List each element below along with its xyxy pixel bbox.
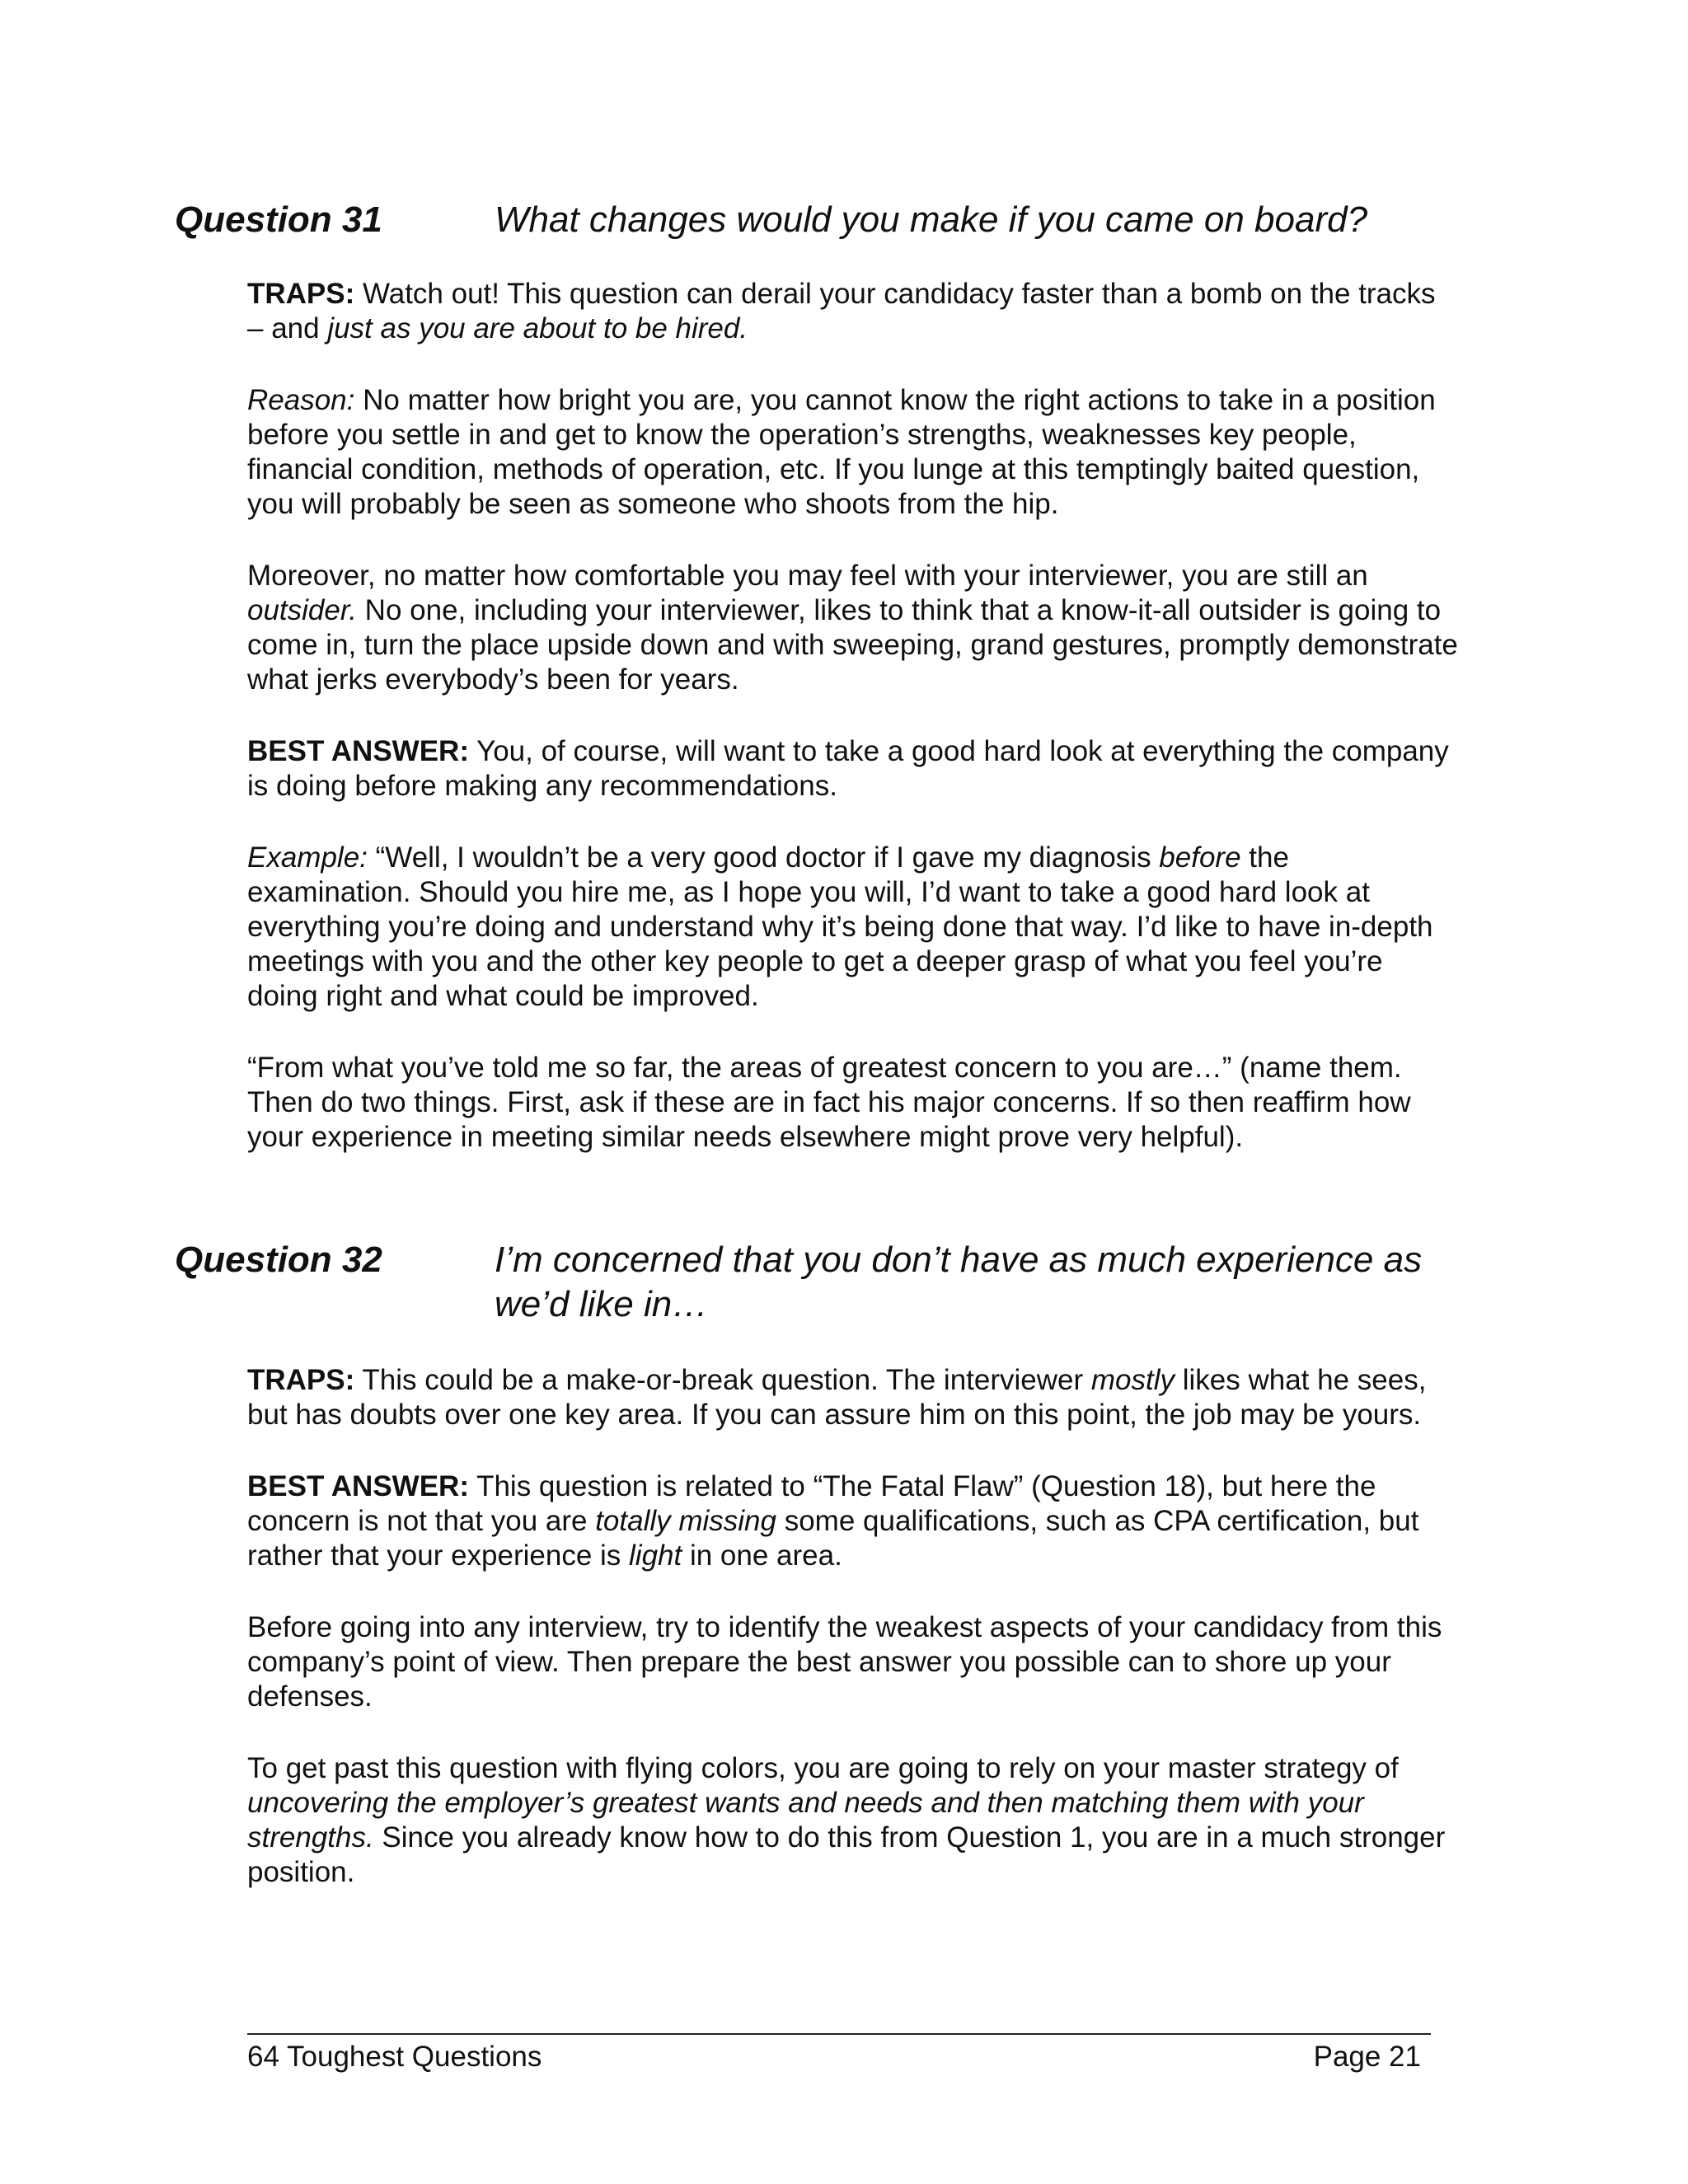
q31-reason-paragraph bbox=[247, 383, 1459, 522]
q31-from-what-paragraph bbox=[247, 1051, 1459, 1155]
q31-traps-italic: just as you are about to be hired. bbox=[327, 312, 748, 344]
q32-to-get-past-text-2: Since you already know how to do this from Question 1, you are in a much stronger position. bbox=[247, 1821, 1446, 1888]
q31-moreover-text-2: No one, including your interviewer, likes to think that a know-it-all outsider is going to come in, turn the place upside down and with sweeping, grand gestures, promptly demonstrate what jerks everybody’s been for years. bbox=[247, 594, 1458, 696]
question-31-title: What changes would you make if you came on board? bbox=[495, 199, 1368, 240]
q32-traps-italic: mostly bbox=[1090, 1364, 1175, 1396]
q31-moreover-text-1: Moreover, no matter how comfortable you may feel with your interviewer, you are still an bbox=[247, 560, 1368, 592]
q32-best-answer-paragraph bbox=[247, 1469, 1459, 1573]
q32-traps-text-1: This could be a make-or-break question. The interviewer bbox=[354, 1364, 1091, 1396]
q32-best-answer-italic-2: light bbox=[629, 1540, 682, 1572]
q31-best-answer-label: BEST ANSWER: bbox=[247, 735, 469, 767]
q32-before-going-paragraph bbox=[247, 1610, 1459, 1714]
q31-reason-text: No matter how bright you are, you cannot know the right actions to take in a position before you settle in and get to know the operation’s strengths, weaknesses key people, financial condition, methods of operation, etc. If you lunge at this temptingly baited question, you will probably be seen as someone who shoots from the hip. bbox=[247, 384, 1436, 520]
q32-best-answer-text-3: in one area. bbox=[682, 1540, 842, 1572]
q31-moreover-italic: outsider. bbox=[247, 594, 357, 626]
q32-traps-paragraph bbox=[247, 1363, 1459, 1432]
footer-book-title: 64 Toughest Questions bbox=[247, 2041, 542, 2073]
q31-traps-paragraph bbox=[247, 277, 1459, 346]
q31-example-paragraph bbox=[247, 841, 1459, 1014]
q31-reason-label: Reason: bbox=[247, 384, 355, 416]
q31-best-answer-text: You, of course, will want to take a good hard look at everything the company is doing before making any recommendations. bbox=[247, 735, 1449, 802]
q32-before-going-text: Before going into any interview, try to identify the weakest aspects of your candidacy from this company’s point of view. Then prepare the best answer you possible can to shore up your defenses. bbox=[247, 1611, 1442, 1713]
q31-traps-label: TRAPS: bbox=[247, 278, 355, 310]
q32-to-get-past-italic: uncovering the employer’s greatest wants and needs and then matching them with your strengths. bbox=[247, 1787, 1364, 1854]
q31-moreover-paragraph bbox=[247, 559, 1459, 697]
q31-example-text-2: the examination. Should you hire me, as I hope you will, I’d want to take a good hard look at everything you’re doing and understand why it’s being done that way. I’d like to have in-depth meetings with you and the other key people to get a deeper grasp of what you feel you’re doing right and what could be improved. bbox=[247, 841, 1433, 1012]
question-32-body bbox=[247, 1363, 1459, 1927]
q32-to-get-past-paragraph bbox=[247, 1751, 1459, 1890]
q32-traps-text-2: likes what he sees, but has doubts over one key area. If you can assure him on this point, the job may be yours. bbox=[247, 1364, 1427, 1431]
q32-best-answer-label: BEST ANSWER: bbox=[247, 1470, 469, 1502]
q31-from-what-text: “From what you’ve told me so far, the areas of greatest concern to you are…” (name them. Then do two things. First, ask if these are in fact his major concerns. If so then reaffirm how your experience in meeting similar needs elsewhere might prove very helpful). bbox=[247, 1052, 1411, 1153]
q31-best-answer-paragraph bbox=[247, 734, 1459, 804]
q31-example-italic: before bbox=[1159, 841, 1241, 874]
q31-example-label: Example: bbox=[247, 841, 368, 874]
q32-best-answer-italic-1: totally missing bbox=[595, 1505, 776, 1537]
q32-to-get-past-text-1: To get past this question with flying colors, you are going to rely on your master strategy of bbox=[247, 1752, 1399, 1784]
q31-example-text-1: “Well, I wouldn’t be a very good doctor if I gave my diagnosis bbox=[367, 841, 1160, 874]
question-31-body bbox=[247, 277, 1459, 1192]
q32-traps-label: TRAPS: bbox=[247, 1364, 355, 1396]
footer-page-number: Page 21 bbox=[1313, 2041, 1421, 2073]
question-32-title: I’m concerned that you don’t have as much experience as we’d like in… bbox=[495, 1240, 1423, 1324]
q32-best-answer-text-2: some qualifications, such as CPA certification, but rather that your experience is bbox=[247, 1505, 1419, 1572]
q32-best-answer-text-1: This question is related to “The Fatal Flaw” (Question 18), but here the concern is not that you are bbox=[247, 1470, 1376, 1537]
q31-traps-text: Watch out! This question can derail your candidacy faster than a bomb on the tracks – and bbox=[247, 278, 1436, 344]
question-31-number: Question 31 bbox=[175, 199, 382, 240]
footer-divider bbox=[247, 2033, 1431, 2035]
question-32-number: Question 32 bbox=[175, 1240, 382, 1280]
